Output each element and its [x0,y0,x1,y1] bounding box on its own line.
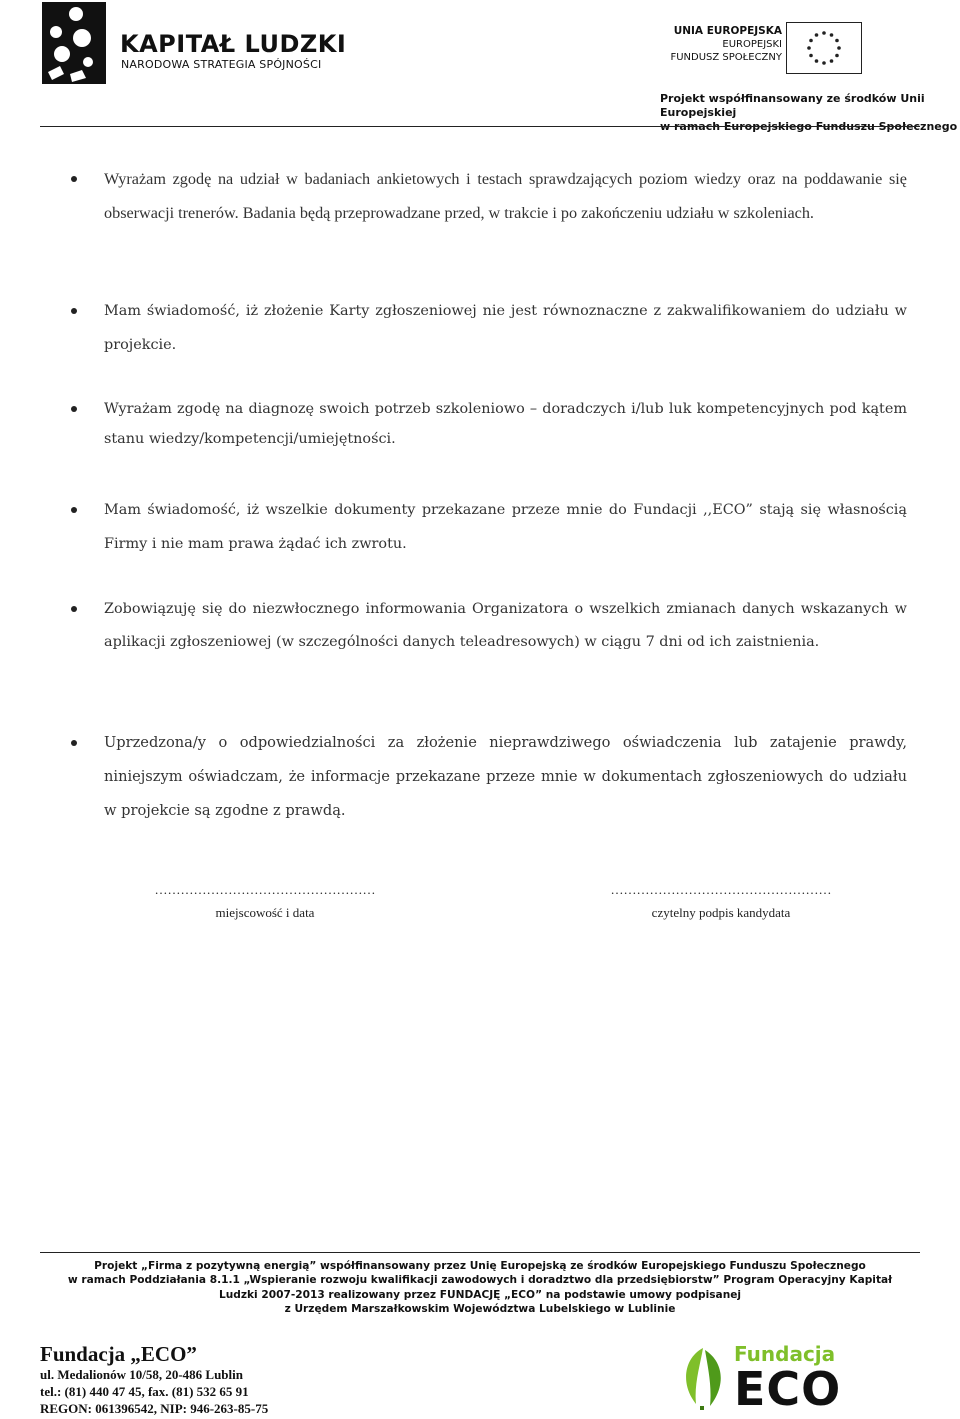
organization-phone: tel.: (81) 440 47 45, fax. (81) 532 65 91 [40,1384,249,1399]
kapital-ludzki-logo [42,2,347,84]
eu-star-icon [837,46,841,50]
organization-address: ul. Medalionów 10/58, 20-486 Lublin [40,1367,243,1382]
footer-project-line1: Projekt „Firma z pozytywną energią” współfinansowany przez Unię Europejską ze środków Europejskiego Funduszu Społecznego [94,1260,866,1272]
declaration-text: Zobowiązuję się do niezwłocznego informowania Organizatora o wszelkich zmianach danych wskazanych w aplikacji zgłoszeniowej (w szczególności danych teleadresowych) w ciągu 7 dni od ich zaistnienia. [104,601,907,650]
eu-star-icon [815,33,819,37]
declaration-item [104,394,907,454]
eu-star-icon [835,54,839,58]
signature-caption: miejscowość i data [215,905,315,920]
logo-title: KAPITAŁ LUDZKI [120,30,347,58]
eco-logo-small: Fundacja [734,1342,836,1366]
eu-star-icon [830,33,834,37]
footer-divider [40,1252,920,1253]
footer-project-line2: w ramach Poddziałania 8.1.1 „Wspieranie rozwoju kwalifikacji zawodowych i doradztwo dla przedsiębiorstw” Program Operacyjny Kapitał [67,1274,893,1287]
fundacja-eco-logo [674,1342,914,1416]
signature-line: …………………………………………… [154,882,376,897]
kapital-ludzki-emblem-icon [42,2,106,84]
eu-star-icon [830,59,834,63]
eu-fund-line2: FUNDUSZ SPOŁECZNY [670,52,782,63]
eu-fund-line1: EUROPEJSKI [722,39,782,50]
eu-star-icon [835,39,839,43]
declaration-item [104,726,907,828]
eu-star-icon [809,54,813,58]
footer-project-line3: Ludzki 2007-2013 realizowany przez FUNDACJĘ „ECO” na podstawie umowy podpisanej [218,1288,742,1301]
eu-star-icon [815,59,819,63]
declaration-text: Wyrażam zgodę na udział w badaniach ankietowych i testach sprawdzających poziom wiedzy oraz na poddawanie się obserwacji trenerów. Badania będą przeprowadzane przed, w trakcie i po zakończeniu udziału w szkoleniach. [104,170,907,222]
bullet-icon [71,740,77,746]
eu-name: UNIA EUROPEJSKA [673,25,782,37]
eu-star-icon [809,39,813,43]
declaration-item [104,162,907,230]
declaration-text: Mam świadomość, iż wszelkie dokumenty przekazane przeze mnie do Fundacji ,,ECO” stają się własnością Firmy i nie mam prawa żądać ich zwrotu. [104,502,907,552]
declaration-text: Wyrażam zgodę na diagnozę swoich potrzeb szkoleniowo – doradczych i/lub luk kompetencyjnych pod kątem stanu wiedzy/kompetencji/umiejętności. [104,401,907,447]
candidate-signature-field [584,882,858,922]
signature-caption: czytelny podpis kandydata [651,905,791,920]
eu-star-icon [822,31,826,35]
bullet-icon [71,406,77,412]
organization-ids: REGON: 061396542, NIP: 946-263-85-75 [40,1401,269,1416]
organization-contact [40,1342,268,1417]
eu-star-icon [807,46,811,50]
organization-name: Fundacja „ECO” [40,1342,197,1366]
footer-project-line4: z Urzędem Marszałkowskim Województwa Lubelskiego w Lublinie [284,1302,676,1315]
header-project-line2: w ramach Europejskiego Funduszu Społecznego [660,120,958,133]
logo-subtitle: NARODOWA STRATEGIA SPÓJNOŚCI [121,58,322,71]
bullet-icon [71,606,77,612]
declaration-item [104,493,907,561]
declaration-item [104,294,907,362]
bullet-icon [71,176,77,182]
declaration-text: Mam świadomość, iż złożenie Karty zgłoszeniowej nie jest równoznaczne z zakwalifikowaniem do udziału w projekcie. [104,303,907,353]
header-project-line1: Projekt współfinansowany ze środków Unii Europejskiej [660,92,925,119]
declaration-text: Uprzedzona/y o odpowiedzialności za złożenie nieprawdziwego oświadczenia lub zatajenie prawdy, niniejszym oświadczam, że informacje przekazane przeze mnie w dokumentach zgłoszeniowych do udziału w projekcie są zgodne z prawdą. [104,734,907,819]
eco-logo-big: ECO [734,1362,842,1416]
bullet-icon [71,507,77,513]
place-date-signature-field [128,882,402,922]
eu-star-icon [822,61,826,65]
header-project-note [660,92,960,134]
eu-flag-icon [786,22,862,74]
eu-logo [640,20,868,80]
header-divider [40,126,920,127]
declaration-item [104,593,907,659]
eco-leaf-icon [674,1344,732,1410]
footer-project-note [40,1259,920,1316]
bullet-icon [71,308,77,314]
signature-line: …………………………………………… [610,882,832,897]
